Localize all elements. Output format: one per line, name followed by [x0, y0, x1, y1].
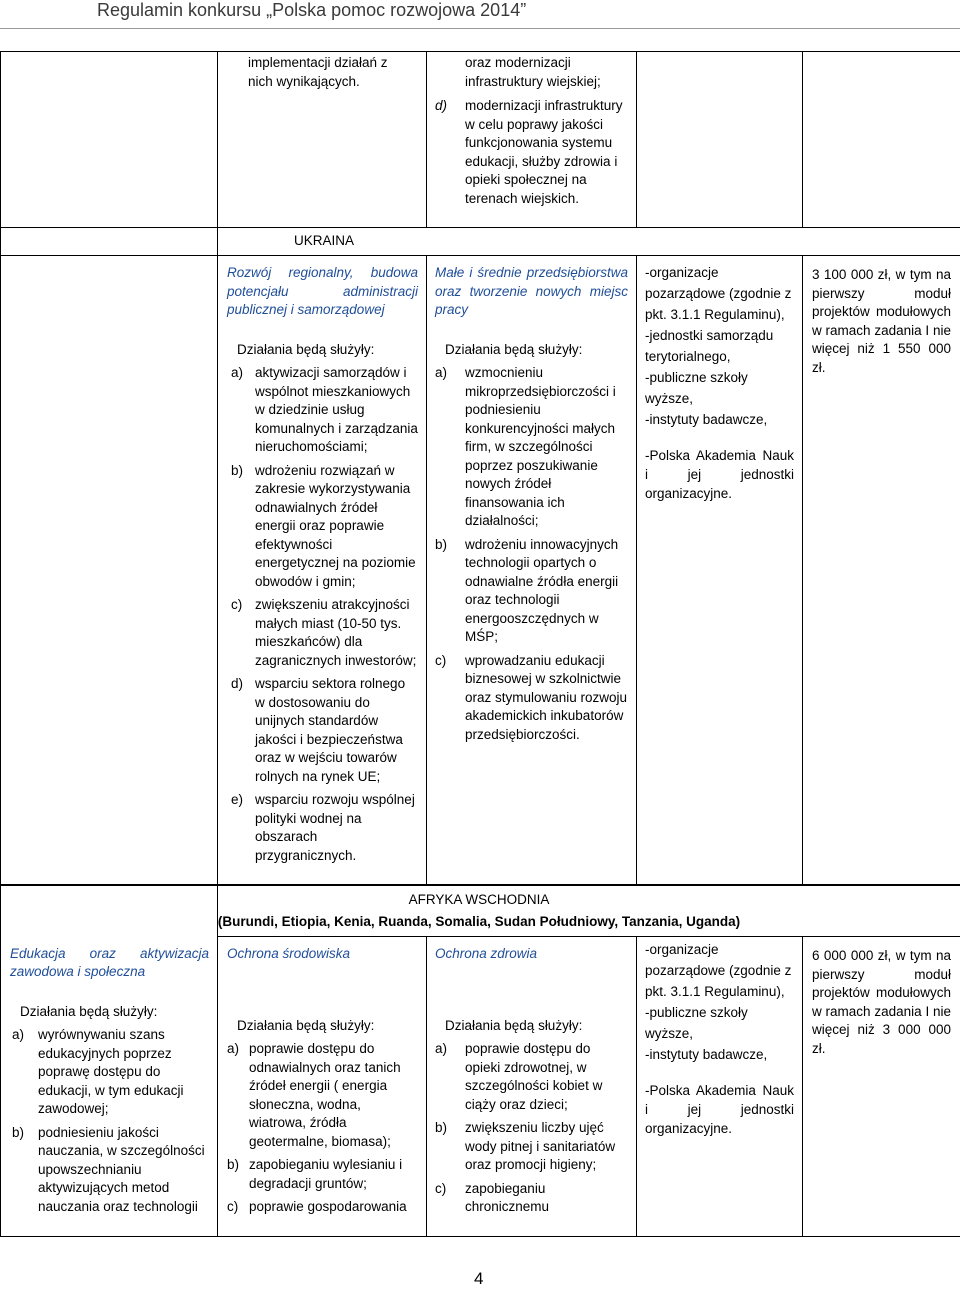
- ukraina-col4-line: -jednostki samorządu terytorialnego,: [645, 328, 774, 364]
- afryka-subheading: (Burundi, Etiopia, Kenia, Ruanda, Somalia, Sudan Południowy, Tanzania, Uganda): [217, 913, 741, 929]
- ukraina-col4: [637, 256, 803, 885]
- continuation-row: [1, 52, 960, 228]
- cont-col3-item-d: d) modernizacji infrastruktury w celu poprawy jakości funkcjonowania systemu edukacji, służby zdrowia i opieki społecznej na terenach wiejskich.: [435, 98, 623, 206]
- list-item: c) wprowadzaniu edukacji biznesowej w szkolnictwie oraz stymulowaniu rozwoju akademickich inkubatorów przedsiębiorczości.: [435, 652, 628, 742]
- afryka-col1-title: Edukacja oraz aktywizacja zawodowa i społeczna: [10, 945, 209, 979]
- list-item: b) wdrożeniu rozwiązań w zakresie wykorzystywania odnawialnych źródeł energii oraz poprawie efektywności energetycznej na poziomie obwodów i gmin;: [231, 462, 416, 589]
- afryka-col1: [1, 937, 218, 1237]
- afryka-col2: [218, 937, 427, 1237]
- list-item: c) zapobieganiu chronicznemu: [435, 1180, 550, 1214]
- afryka-col3-title: Ochrona zdrowia: [435, 946, 538, 961]
- ukraina-col1: [1, 256, 218, 885]
- ukraina-col2-intro: Działania będą służyły:: [237, 341, 375, 357]
- ukraina-col3-list: [435, 364, 628, 744]
- cont-col1: [1, 52, 218, 228]
- ukraina-col4-line: -publiczne szkoły wyższe,: [645, 370, 748, 406]
- ukraina-col2-title: Rozwój regionalny, budowa potencjału administracji publicznej i samorządowej: [227, 265, 418, 317]
- list-item: c) poprawie gospodarowania: [227, 1199, 407, 1214]
- list-item: a) poprawie dostępu do opieki zdrowotnej, w szczególności kobiet w ciąży oraz dzieci;: [435, 1041, 603, 1112]
- ukraina-heading: UKRAINA: [293, 233, 354, 249]
- ukraina-col4-line: -organizacje pozarządowe (zgodnie z pkt. 3.1.1 Regulaminu),: [645, 265, 792, 322]
- cont-col4: [637, 52, 803, 228]
- list-item: a) wyrównywaniu szans edukacyjnych poprzez poprawę dostępu do edukacji, w tym edukacji zawodowej;: [12, 1027, 184, 1116]
- table-ukraina: [0, 51, 960, 885]
- afryka-col5: [803, 937, 960, 1237]
- list-item: b) podniesieniu jakości nauczania, w szczególności upowszechnianiu aktywizujących metod nauczania oraz technologii: [12, 1124, 205, 1214]
- table-afryka: [0, 885, 960, 1237]
- afryka-row: [1, 937, 960, 1237]
- ukraina-row: [1, 256, 960, 885]
- list-item: a) aktywizacji samorządów i wspólnot mieszkaniowych w dziedzinie usług komunalnych i zarządzania nieruchomościami;: [231, 365, 418, 454]
- list-item: c) zwiększeniu atrakcyjności małych miast (10-50 tys. mieszkańców) dla zagranicznych inwestorów;: [231, 597, 417, 668]
- ukraina-col5-text: 3 100 000 zł, w tym na pierwszy moduł projektów modułowych w ramach zadania I nie więcej niż 1 550 000 zł.: [812, 267, 951, 375]
- cont-col5: [803, 52, 960, 228]
- ukraina-col3: [427, 256, 637, 885]
- afryka-col4-line: -publiczne szkoły wyższe,: [645, 1005, 748, 1041]
- list-item: b) wdrożeniu innowacyjnych technologii opartych o odnawialne źródła energii oraz technologii energooszczędnych w MŚP;: [435, 536, 619, 644]
- afryka-col1-intro: Działania będą służyły:: [20, 1003, 158, 1019]
- ukraina-col2-list: [227, 364, 418, 865]
- afryka-col4: [637, 937, 803, 1237]
- afryka-col3: [427, 937, 637, 1237]
- list-item: b) zwiększeniu liczby ujęć wody pitnej i sanitariatów oraz promocji higieny;: [435, 1120, 616, 1172]
- list-item: e) wsparciu rozwoju wspólnej polityki wodnej na obszarach przygranicznych.: [231, 792, 415, 863]
- cont-col2: [218, 52, 427, 228]
- ukraina-col2: [218, 256, 427, 885]
- document-header: Regulamin konkursu „Polska pomoc rozwojowa 2014”: [97, 0, 527, 20]
- afryka-heading-cell: [218, 886, 960, 937]
- cont-col2-text: implementacji działań z nich wynikających.: [248, 55, 388, 89]
- cont-col3: [427, 52, 637, 228]
- afryka-col2-intro: Działania będą służyły:: [237, 1017, 375, 1033]
- cont-col3-text: oraz modernizacji infrastruktury wiejskiej;: [465, 55, 601, 89]
- afryka-col4-line: -instytuty badawcze,: [645, 1047, 768, 1062]
- afryka-col3-list: [435, 1040, 628, 1217]
- ukraina-left-blank: [1, 228, 218, 256]
- afryka-col5-text: 6 000 000 zł, w tym na pierwszy moduł projektów modułowych w ramach zadania I nie więcej niż 3 000 000 zł.: [812, 948, 952, 1056]
- afryka-col4-line: -organizacje pozarządowe (zgodnie z pkt. 3.1.1 Regulaminu),: [645, 942, 792, 999]
- list-item: d) wsparciu sektora rolnego w dostosowaniu do unijnych standardów jakości i bezpieczeństwa oraz w wejściu towarów rolnych na rynek UE;: [231, 676, 406, 784]
- afryka-col2-list: [227, 1040, 418, 1217]
- ukraina-heading-cell: [218, 228, 960, 256]
- ukraina-col5: [803, 256, 960, 885]
- ukraina-col4-last: -Polska Akademia Nauk i jej jednostki organizacyjne.: [645, 448, 794, 501]
- ukraina-col4-line: -instytuty badawcze,: [645, 412, 768, 427]
- list-item: b) zapobieganiu wylesianiu i degradacji gruntów;: [227, 1157, 403, 1191]
- ukraina-col3-intro: Działania będą służyły:: [445, 341, 583, 357]
- afryka-heading: AFRYKA WSCHODNIA: [408, 892, 550, 907]
- header-rule: [0, 28, 960, 29]
- list-item: a) poprawie dostępu do odnawialnych oraz tanich źródeł energii ( energia słoneczna, wodna, wiatrowa, źródła geotermalne, biomasa);: [227, 1041, 401, 1149]
- afryka-col4-last: -Polska Akademia Nauk i jej jednostki organizacyjne.: [645, 1083, 794, 1136]
- afryka-col1-list: [10, 1026, 209, 1216]
- afryka-col3-intro: Działania będą służyły:: [445, 1017, 583, 1033]
- ukraina-col3-title: Małe i średnie przedsiębiorstwa oraz tworzenie nowych miejsc pracy: [435, 265, 628, 317]
- page-number: 4: [474, 1269, 484, 1288]
- afryka-col2-title: Ochrona środowiska: [227, 946, 351, 961]
- list-item: a) wzmocnieniu mikroprzedsiębiorczości i podniesieniu konkurencyjności małych firm, w szczególności poprzez poszukiwanie nowych źródeł finansowania ich działalności;: [435, 365, 616, 528]
